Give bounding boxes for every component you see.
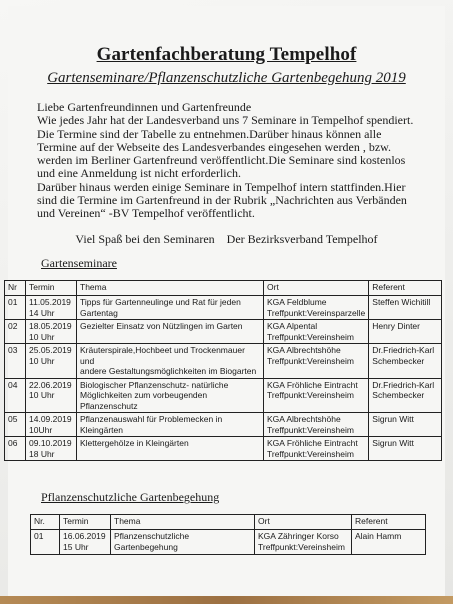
cell-ort: KGA Fröhliche Eintracht Treffpunkt:Vereinsheim bbox=[264, 378, 369, 413]
table-row bbox=[31, 530, 426, 555]
inspection-table bbox=[30, 514, 426, 555]
table-row bbox=[5, 413, 442, 437]
cell-nr: 01 bbox=[31, 530, 60, 555]
cell-nr: 03 bbox=[5, 344, 26, 379]
section-heading-seminare: Gartenseminare bbox=[41, 256, 117, 270]
col-header-referent: Referent bbox=[369, 281, 442, 296]
cell-thema: Tipps für Gartenneulinge und Rat für jeden Gartentag bbox=[77, 296, 264, 320]
cell-ort: KGA Albrechtshöhe Treffpunkt:Vereinsheim bbox=[264, 413, 369, 437]
intro-line: werden im Berliner Gartenfreund veröffentlicht.Die Seminare sind kostenlos bbox=[37, 153, 406, 168]
table-header-row bbox=[31, 515, 426, 530]
cell-termin: 09.10.2019 18 Uhr bbox=[26, 437, 77, 461]
seminars-table bbox=[4, 280, 442, 461]
cell-thema: Pflanzenschutzliche Gartenbegehung bbox=[111, 530, 255, 555]
intro-line: Termine auf der Webseite des Landesverbandes eingesehen werden , bzw. bbox=[37, 139, 392, 154]
cell-thema: Biologischer Pflanzenschutz- natürliche Möglichkeiten zum vorbeugenden Pflanzenschutz bbox=[77, 378, 264, 413]
cell-termin: 22.06.2019 10 Uhr bbox=[26, 378, 77, 413]
cell-ort: KGA Fröhliche Eintracht Treffpunkt:Vereinsheim bbox=[264, 437, 369, 461]
intro-line: sind die Termine im Gartenfreund in der Rubrik „Nachrichten aus Verbänden bbox=[37, 193, 407, 208]
cell-referent: Steffen Wichitill bbox=[369, 296, 442, 320]
table-row bbox=[5, 320, 442, 344]
cell-thema: Pflanzenauswahl für Problemecken in Kleingärten bbox=[77, 413, 264, 437]
cell-nr: 05 bbox=[5, 413, 26, 437]
intro-line: und eine Anmeldung ist nicht erforderlich. bbox=[37, 166, 241, 181]
cell-ort: KGA Feldblume Treffpunkt:Vereinsparzelle bbox=[264, 296, 369, 320]
document-title: Gartenfachberatung Tempelhof bbox=[96, 44, 357, 65]
intro-line: Die Termine sind der Tabelle zu entnehmen.Darüber hinaus können alle bbox=[37, 126, 382, 141]
document-subtitle: Gartenseminare/Pflanzenschutzliche Gartenbegehung 2019 bbox=[47, 70, 406, 86]
table-header-row bbox=[5, 281, 442, 296]
section-heading-begehung: Pflanzenschutzliche Gartenbegehung bbox=[41, 490, 220, 504]
cell-termin: 18.05.2019 10 Uhr bbox=[26, 320, 77, 344]
cell-ort: KGA Zähringer Korso Treffpunkt:Vereinsheim bbox=[255, 530, 352, 555]
intro-line: und Vereinen“ -BV Tempelhof veröffentlicht. bbox=[37, 206, 255, 221]
cell-termin: 16.06.2019 15 Uhr bbox=[60, 530, 111, 555]
intro-paragraph bbox=[37, 101, 433, 221]
table-row bbox=[5, 437, 442, 461]
cell-termin: 11.05.2019 14 Uhr bbox=[26, 296, 77, 320]
col-header-nr: Nr. bbox=[31, 515, 60, 530]
closing-greeting: Viel Spaß bei den Seminaren Der Bezirksverband Tempelhof bbox=[75, 232, 378, 246]
table-row bbox=[5, 344, 442, 379]
cell-nr: 02 bbox=[5, 320, 26, 344]
cell-termin: 14.09.2019 10Uhr bbox=[26, 413, 77, 437]
cell-referent: Dr.Friedrich-Karl Schembecker bbox=[369, 378, 442, 413]
cell-referent: Sigrun Witt bbox=[369, 437, 442, 461]
cell-referent: Alain Hamm bbox=[352, 530, 426, 555]
intro-line: Wie jedes Jahr hat der Landesverband uns 7 Seminare in Tempelhof spendiert. bbox=[37, 113, 414, 128]
col-header-thema: Thema bbox=[77, 281, 264, 296]
cell-ort: KGA Alpental Treffpunkt:Vereinsheim bbox=[264, 320, 369, 344]
col-header-nr: Nr bbox=[5, 281, 26, 296]
wooden-table-edge bbox=[0, 596, 453, 604]
col-header-termin: Termin bbox=[26, 281, 77, 296]
cell-referent: Henry Dinter bbox=[369, 320, 442, 344]
intro-line: Darüber hinaus werden einige Seminare in Tempelhof intern stattfinden.Hier bbox=[37, 179, 406, 194]
cell-nr: 06 bbox=[5, 437, 26, 461]
cell-ort: KGA Albrechtshöhe Treffpunkt:Vereinsheim bbox=[264, 344, 369, 379]
cell-referent: Sigrun Witt bbox=[369, 413, 442, 437]
col-header-thema: Thema bbox=[111, 515, 255, 530]
col-header-referent: Referent bbox=[352, 515, 426, 530]
table-row bbox=[5, 378, 442, 413]
cell-thema: Kräuterspirale,Hochbeet und Trockenmauer und andere Gestaltungsmöglichkeiten im Biogarten bbox=[77, 344, 264, 379]
cell-nr: 01 bbox=[5, 296, 26, 320]
col-header-ort: Ort bbox=[255, 515, 352, 530]
intro-line: Liebe Gartenfreundinnen und Gartenfreunde bbox=[37, 100, 252, 114]
cell-thema: Gezielter Einsatz von Nützlingen im Garten bbox=[77, 320, 264, 344]
cell-referent: Dr.Friedrich-Karl Schembecker bbox=[369, 344, 442, 379]
col-header-termin: Termin bbox=[60, 515, 111, 530]
col-header-ort: Ort bbox=[264, 281, 369, 296]
cell-thema: Klettergehölze in Kleingärten bbox=[77, 437, 264, 461]
cell-nr: 04 bbox=[5, 378, 26, 413]
cell-termin: 25.05.2019 10 Uhr bbox=[26, 344, 77, 379]
table-row bbox=[5, 296, 442, 320]
